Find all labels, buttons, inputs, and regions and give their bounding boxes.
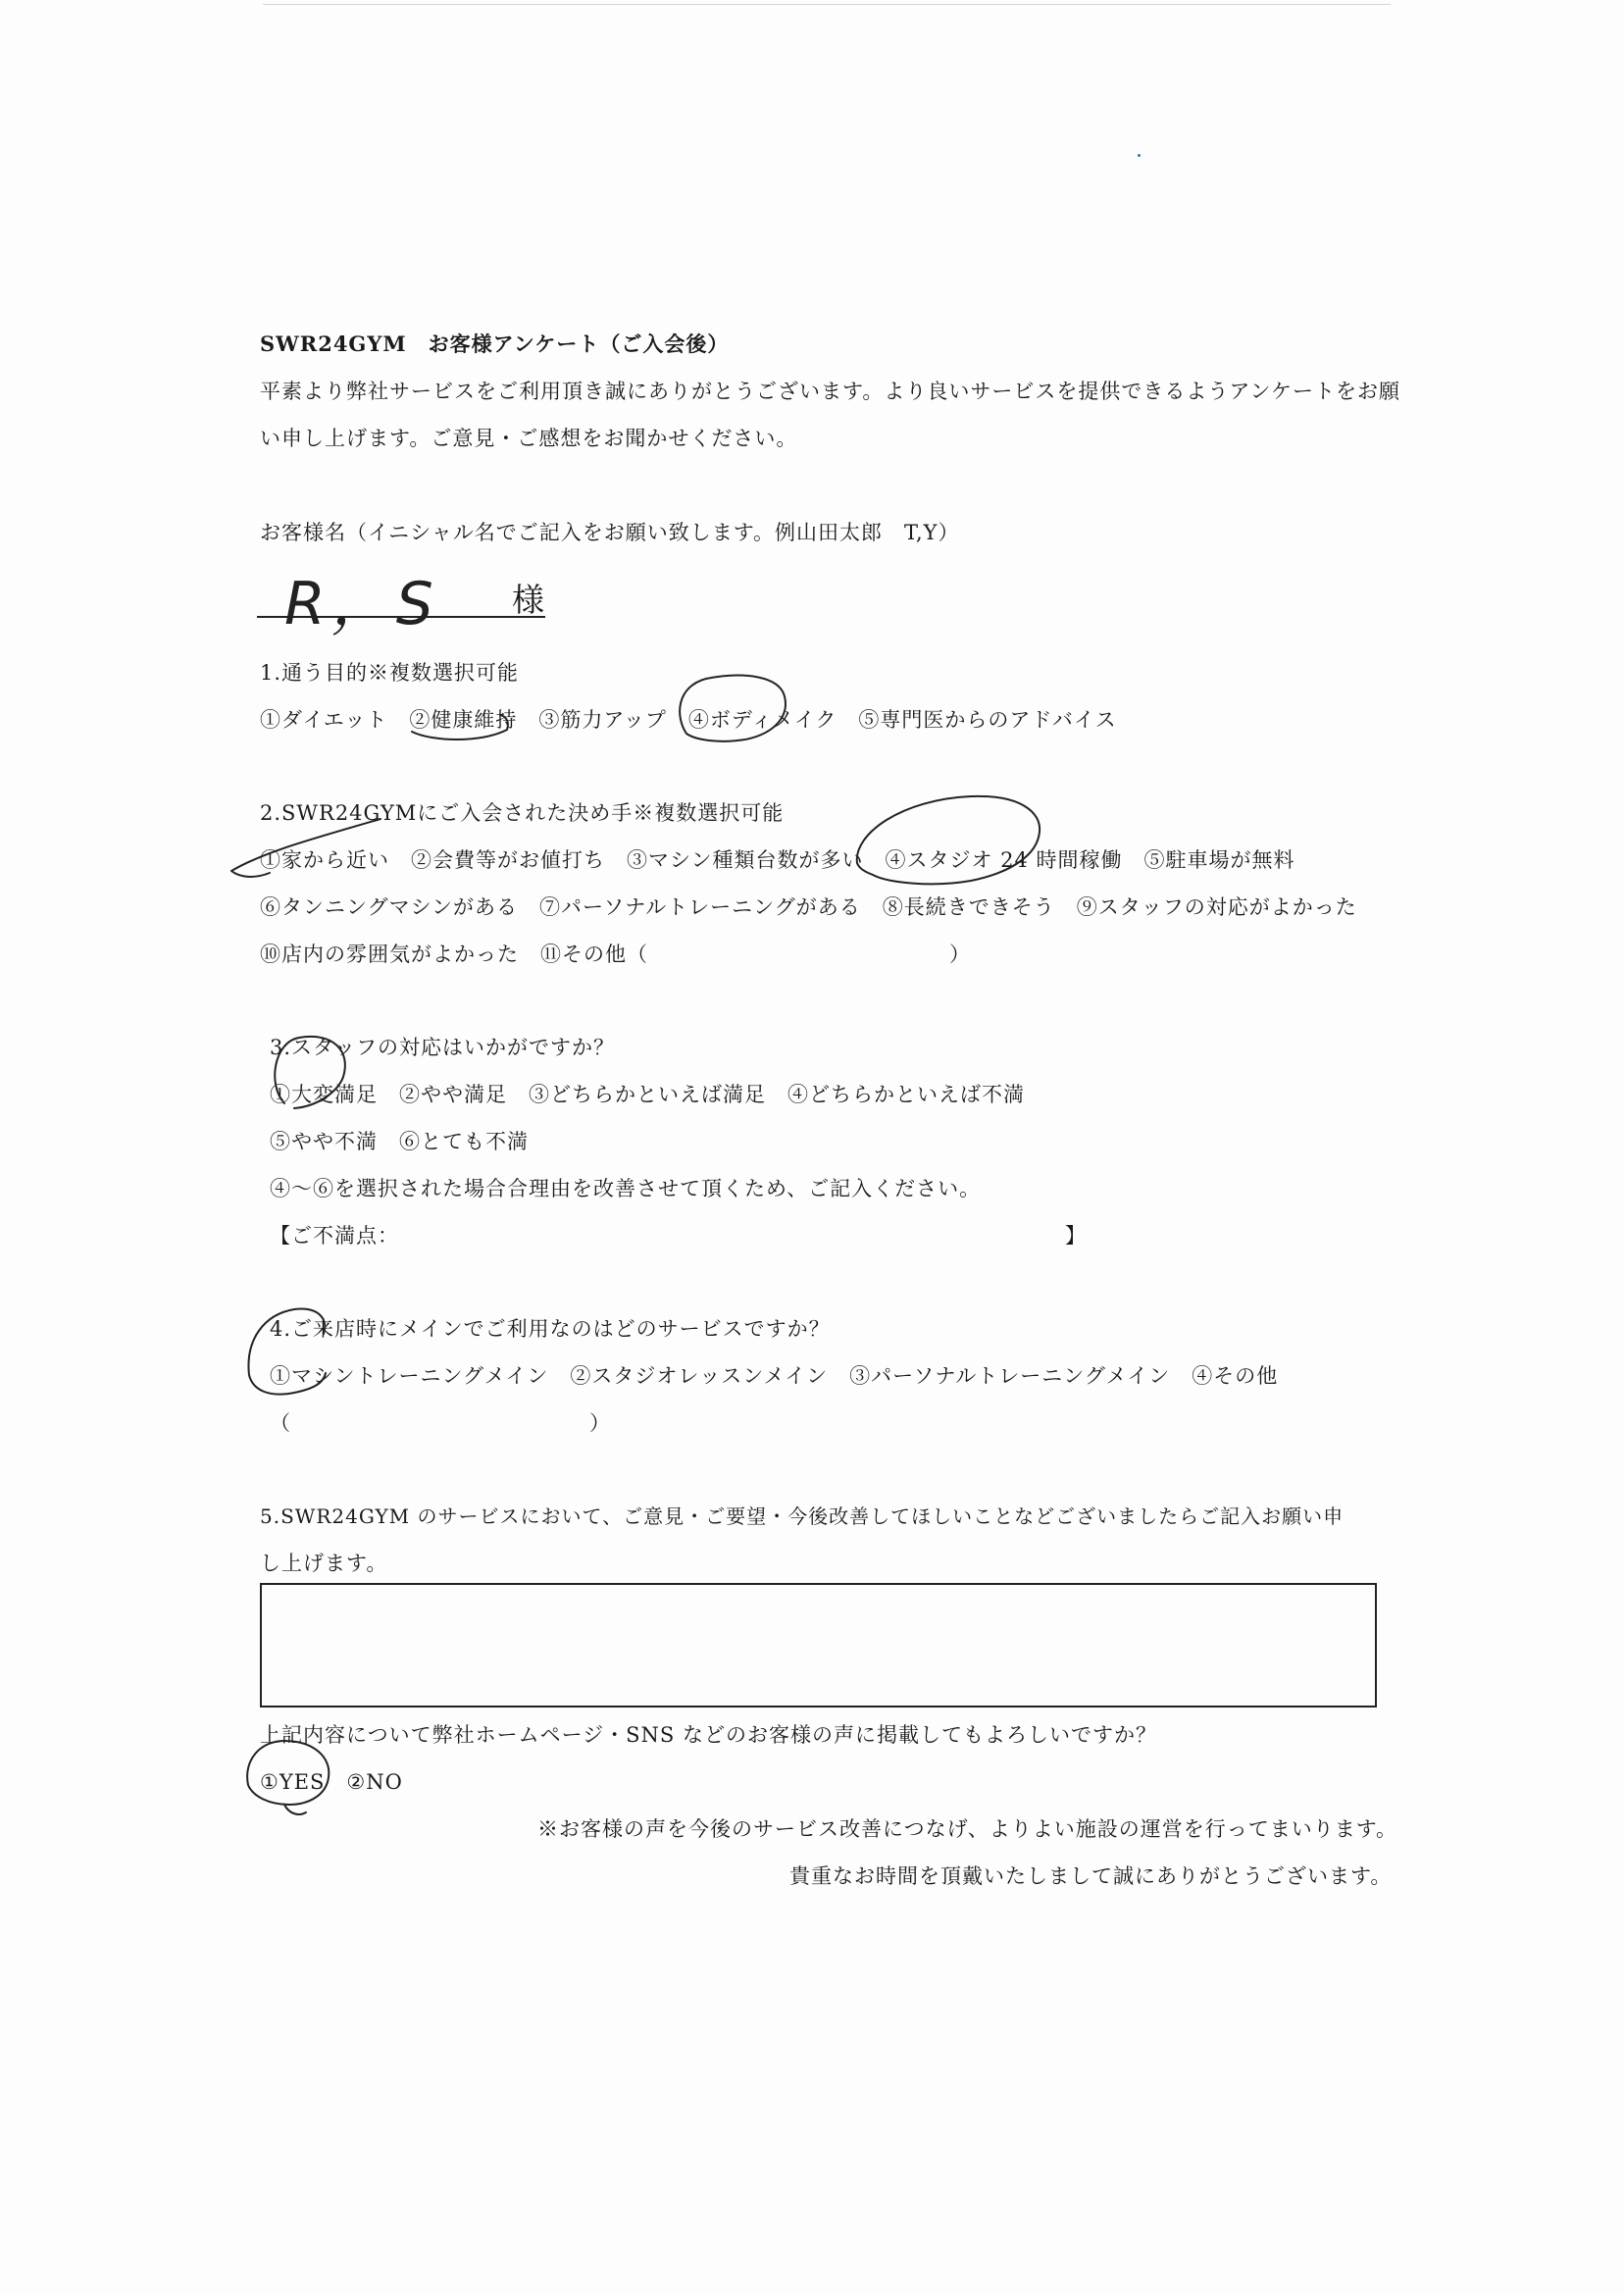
footer-note-2: 貴重なお時間を頂戴いたしまして誠にありがとうございます。 — [789, 1864, 1393, 1888]
q1-question: 1.通う目的※複数選択可能 — [260, 661, 520, 685]
q3-complaint-close: 】 — [1065, 1224, 1087, 1248]
survey-title: SWR24GYM お客様アンケート（ご入会後） — [260, 331, 730, 356]
q4-other-open-paren: （ — [270, 1411, 291, 1435]
q4-question: 4.ご来店時にメインでご利用なのはどのサービスですか？ — [270, 1317, 831, 1341]
q3-question: 3.スタッフの対応はいかがですか？ — [270, 1036, 616, 1059]
customer-name-suffix: 様 — [512, 581, 544, 619]
intro-line-1: 平素より弊社サービスをご利用頂き誠にありがとうございます。より良いサービスを提供できるようアンケートをお願 — [260, 380, 1401, 403]
q2-options-row-3[interactable]: ⑩店内の雰囲気がよかった ⑪その他（ — [260, 943, 648, 966]
q3-note: ④〜⑥を選択された場合合理由を改善させて頂くため、ご記入ください。 — [270, 1177, 982, 1200]
customer-name-label: お客様名（イニシャル名でご記入をお願い致します。例山田太郎 T,Y） — [260, 521, 960, 544]
q2-question: 2.SWR24GYMにご入会された決め手※複数選択可能 — [260, 801, 785, 825]
q4-options[interactable]: ①マシントレーニングメイン ②スタジオレッスンメイン ③パーソナルトレーニングメイン ④その他 — [270, 1364, 1279, 1388]
q2-options-row-1[interactable]: ①家から近い ②会費等がお値打ち ③マシン種類台数が多い ④スタジオ 24 時間稼働 ⑤駐車場が無料 — [260, 848, 1295, 872]
consent-question: 上記内容について弊社ホームページ・SNS などのお客様の声に掲載してもよろしいですか？ — [260, 1723, 1157, 1747]
consent-options[interactable]: ①YES ②NO — [260, 1770, 403, 1794]
q5-question-line-1: 5.SWR24GYM のサービスにおいて、ご意見・ご要望・今後改善してほしいことなどございましたらご記入お願い申 — [260, 1504, 1345, 1528]
q5-comment-box[interactable] — [260, 1583, 1377, 1708]
footer-note-1: ※お客様の声を今後のサービス改善につなげ、よりよい施設の運営を行ってまいります。 — [537, 1817, 1398, 1841]
q5-question-line-2: し上げます。 — [260, 1552, 388, 1575]
q3-options-row-1[interactable]: ①大変満足 ②やや満足 ③どちらかといえば満足 ④どちらかといえば不満 — [270, 1083, 1025, 1106]
intro-line-2: い申し上げます。ご意見・ご感想をお聞かせください。 — [260, 427, 798, 450]
scan-top-edge — [263, 4, 1391, 5]
q3-complaint-label: 【ご不満点： — [270, 1224, 399, 1248]
q3-options-row-2[interactable]: ⑤やや不満 ⑥とても不満 — [270, 1130, 529, 1153]
customer-name-underline — [257, 616, 545, 618]
q2-other-close-paren: ） — [949, 943, 971, 966]
q1-options[interactable]: ①ダイエット ②健康維持 ③筋力アップ ④ボディメイク ⑤専門医からのアドバイス — [260, 708, 1117, 732]
customer-name-field[interactable]: R，S — [284, 570, 439, 638]
q2-options-row-2[interactable]: ⑥タンニングマシンがある ⑦パーソナルトレーニングがある ⑧長続きできそう ⑨スタッフの対応がよかった — [260, 895, 1357, 919]
scan-speck — [1138, 154, 1141, 157]
q4-other-close-paren: ） — [589, 1411, 611, 1435]
